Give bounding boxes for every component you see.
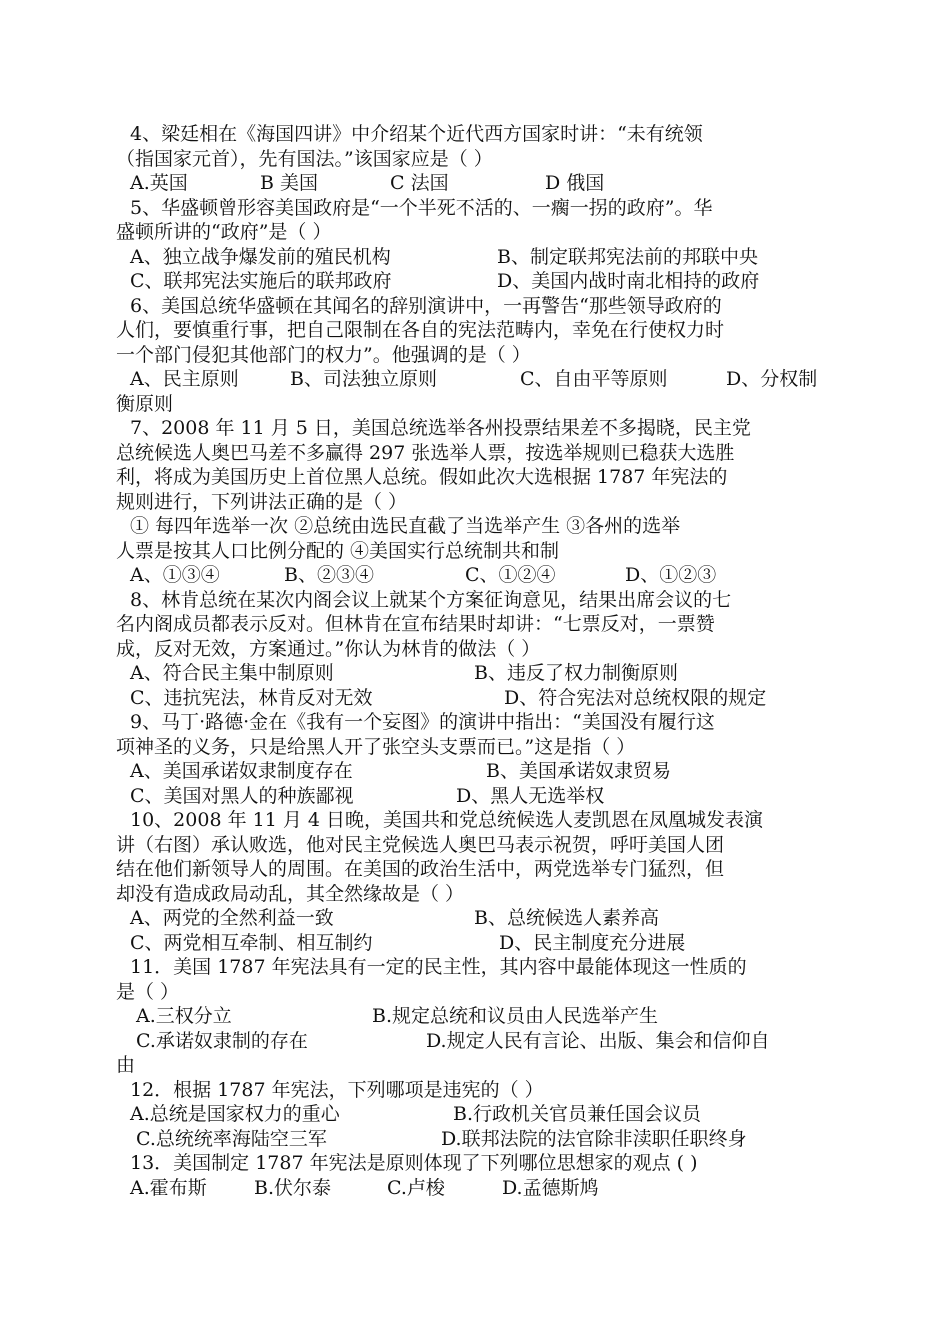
question-8 bbox=[116, 588, 836, 711]
option-c: C、美国对黑人的种族鄙视 bbox=[130, 784, 354, 807]
option-d: D.联邦法院的法官除非渎职任职终身 bbox=[441, 1127, 747, 1150]
question-text: 6、美国总统华盛顿在其闻名的辞别演讲中，一再警告“那些领导政府的 bbox=[130, 294, 722, 317]
question-text: 盛顿所讲的“政府”是（ ） bbox=[116, 221, 332, 243]
question-text: 一个部门侵犯其他部门的权力”。他强调的是（ ） bbox=[116, 343, 531, 366]
option-b: B、美国承诺奴隶贸易 bbox=[486, 760, 671, 782]
option-c: C、违抗宪法，林肯反对无效 bbox=[130, 686, 373, 709]
question-6 bbox=[116, 294, 836, 417]
question-text: 利，将成为美国历史上首位黑人总统。假如此次大选根据 1787 年宪法的 bbox=[116, 466, 728, 488]
option-row bbox=[116, 784, 836, 809]
option-row bbox=[116, 931, 836, 956]
option-row bbox=[116, 661, 836, 686]
option-row bbox=[116, 1102, 836, 1127]
option-c: C.承诺奴隶制的存在 bbox=[136, 1029, 308, 1052]
question-text: 4、梁廷相在《海国四讲》中介绍某个近代西方国家时讲：“未有统领 bbox=[130, 123, 703, 145]
option-c: C、两党相互牵制、相互制约 bbox=[130, 931, 373, 954]
option-c: C、联邦宪法实施后的联邦政府 bbox=[130, 270, 392, 292]
option-d: D 俄国 bbox=[545, 172, 605, 194]
question-text: 由 bbox=[116, 1054, 136, 1076]
question-7 bbox=[116, 416, 836, 588]
option-c: C、①②④ bbox=[465, 564, 556, 586]
option-row bbox=[116, 1004, 836, 1029]
question-text: 却没有造成政局动乱，其全然缘故是（ ） bbox=[116, 882, 465, 905]
option-b: B、司法独立原则 bbox=[290, 368, 437, 390]
option-d: D.孟德斯鸠 bbox=[502, 1176, 599, 1199]
option-b: B、制定联邦宪法前的邦联中央 bbox=[497, 245, 758, 268]
option-d: D、黑人无选举权 bbox=[456, 784, 605, 807]
option-c: C.卢梭 bbox=[387, 1176, 445, 1199]
option-d: D.规定人民有言论、出版、集会和信仰自 bbox=[426, 1029, 770, 1052]
option-row bbox=[116, 686, 836, 711]
option-a: A.总统是国家权力的重心 bbox=[130, 1103, 340, 1125]
question-4 bbox=[116, 122, 836, 196]
option-row bbox=[116, 563, 836, 588]
question-13 bbox=[116, 1151, 836, 1200]
option-d: D、分权制 bbox=[726, 368, 818, 390]
statement-list: ① 每四年选举一次 ②总统由选民直截了当选举产生 ③各州的选举 bbox=[130, 515, 681, 537]
question-11 bbox=[116, 955, 836, 1078]
option-row bbox=[116, 1127, 836, 1152]
statement-list: 人票是按其人口比例分配的 ④美国实行总统制共和制 bbox=[116, 539, 560, 562]
option-a: A.三权分立 bbox=[136, 1005, 232, 1027]
question-text: 7、2008 年 11 月 5 日，美国总统选举各州投票结果差不多揭晓，民主党 bbox=[130, 417, 751, 439]
option-d: D、美国内战时南北相持的政府 bbox=[497, 270, 760, 292]
option-a: A、独立战争爆发前的殖民机构 bbox=[130, 245, 391, 268]
question-9 bbox=[116, 710, 836, 808]
option-row bbox=[116, 269, 836, 294]
option-a: A、两党的全然利益一致 bbox=[130, 907, 334, 929]
option-b: B、违反了权力制衡原则 bbox=[474, 662, 678, 684]
question-text: 是（ ） bbox=[116, 980, 180, 1003]
question-text: 8、林肯总统在某次内阁会议上就某个方案征询意见，结果出席会议的七 bbox=[130, 588, 732, 611]
question-text: 总统候选人奥巴马差不多赢得 297 张选举人票，按选举规则已稳获大选胜 bbox=[116, 441, 735, 464]
option-row bbox=[116, 367, 836, 392]
question-5 bbox=[116, 196, 836, 294]
option-a: A、民主原则 bbox=[130, 368, 239, 390]
question-text: 5、华盛顿曾形容美国政府是“一个半死不活的、一瘸一拐的政府”。华 bbox=[130, 196, 713, 219]
question-text: 10、2008 年 11 月 4 日晚，美国共和党总统候选人麦凯恩在凤凰城发表演 bbox=[130, 809, 763, 831]
question-text: 12．根据 1787 年宪法，下列哪项是违宪的（ ） bbox=[130, 1078, 544, 1101]
option-row bbox=[116, 245, 836, 270]
question-text: 结在他们新领导人的周围。在美国的政治生活中，两党选举专门猛烈，但 bbox=[116, 858, 725, 880]
option-b: B 美国 bbox=[260, 172, 319, 194]
option-b: B、总统候选人素养高 bbox=[474, 907, 659, 929]
option-a: A.霍布斯 bbox=[130, 1176, 207, 1199]
option-d: D、民主制度充分进展 bbox=[499, 931, 686, 954]
question-text: 衡原则 bbox=[116, 392, 174, 415]
question-text: 9、马丁·路德·金在《我有一个妄图》的演讲中指出：“美国没有履行这 bbox=[130, 711, 715, 733]
option-row bbox=[116, 759, 836, 784]
option-c: C、自由平等原则 bbox=[520, 368, 668, 390]
question-text: 讲（右图）承认败选，他对民主党候选人奥巴马表示祝贺，呼吁美国人团 bbox=[116, 833, 725, 856]
option-c: C.总统统率海陆空三军 bbox=[136, 1127, 327, 1150]
option-row bbox=[116, 1176, 836, 1201]
question-text: 项神圣的义务，只是给黑人开了张空头支票而已。”这是指（ ） bbox=[116, 735, 636, 758]
document-page bbox=[116, 122, 836, 1200]
option-row bbox=[116, 1029, 836, 1054]
question-text: 13．美国制定 1787 年宪法是原则体现了下列哪位思想家的观点 ( ) bbox=[130, 1152, 698, 1174]
option-b: B、②③④ bbox=[284, 564, 374, 586]
question-text: 规则进行，下列讲法正确的是（ ） bbox=[116, 490, 408, 513]
option-a: A、①③④ bbox=[130, 564, 220, 586]
option-a: A.英国 bbox=[130, 172, 188, 194]
option-a: A、符合民主集中制原则 bbox=[130, 662, 334, 684]
question-text: 11．美国 1787 年宪法具有一定的民主性，其内容中最能体现这一性质的 bbox=[130, 956, 747, 978]
question-text: 成，反对无效，方案通过。”你认为林肯的做法（ ） bbox=[116, 637, 541, 660]
question-text: 名内阁成员都表示反对。但林肯在宣布结果时却讲：“七票反对，一票赞 bbox=[116, 613, 715, 635]
option-b: B.规定总统和议员由人民选举产生 bbox=[372, 1005, 659, 1027]
option-a: A、美国承诺奴隶制度存在 bbox=[130, 760, 353, 782]
option-row bbox=[116, 171, 836, 196]
option-b: B.行政机关官员兼任国会议员 bbox=[453, 1103, 702, 1125]
question-10 bbox=[116, 808, 836, 955]
option-d: D、符合宪法对总统权限的规定 bbox=[504, 686, 767, 709]
option-d: D、①②③ bbox=[625, 564, 717, 586]
question-text: 人们，要慎重行事，把自己限制在各自的宪法范畴内，幸免在行使权力时 bbox=[116, 319, 725, 341]
option-b: B.伏尔泰 bbox=[254, 1176, 332, 1199]
question-text: （指国家元首），先有国法。”该国家应是（ ） bbox=[116, 147, 493, 170]
question-12 bbox=[116, 1078, 836, 1152]
option-row bbox=[116, 906, 836, 931]
option-c: C 法国 bbox=[390, 172, 449, 194]
